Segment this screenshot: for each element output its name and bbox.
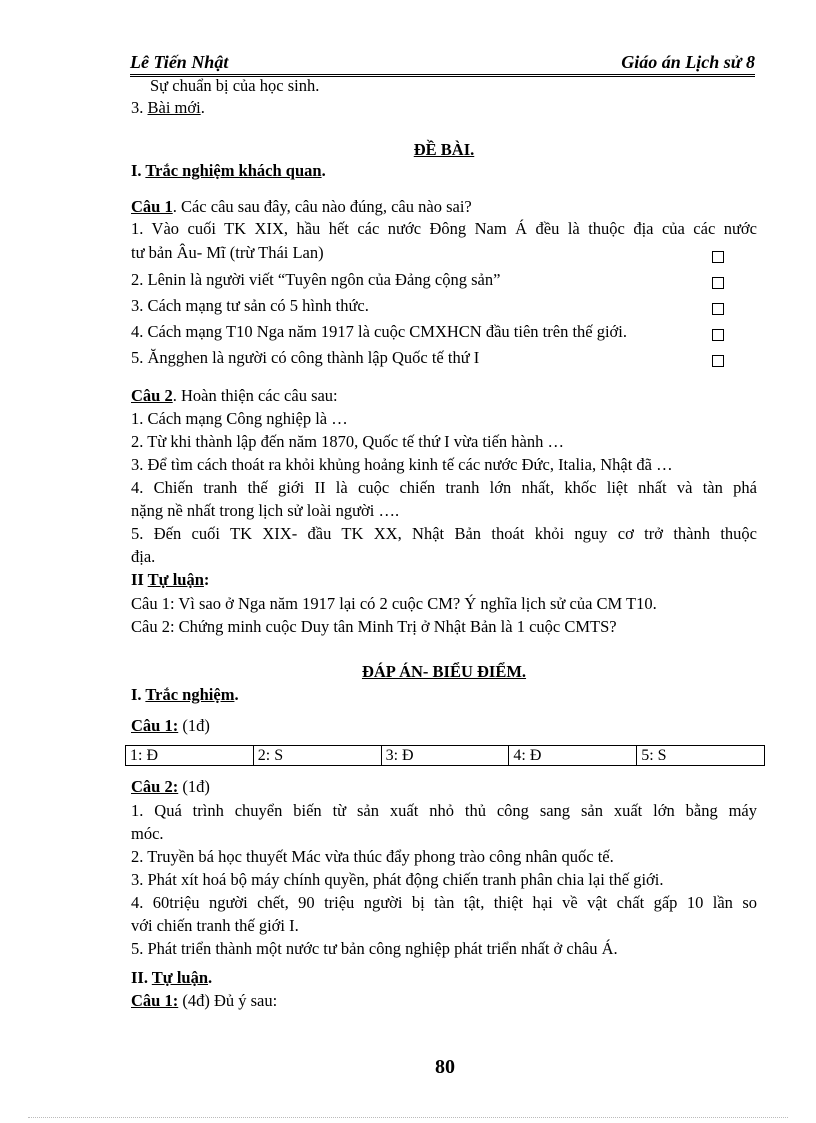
question-2-item: nặng nề nhất trong lịch sử loài người …. xyxy=(131,501,400,520)
header-author: Lê Tiến Nhật xyxy=(130,52,229,72)
table-row xyxy=(126,746,765,766)
question-2-heading xyxy=(131,386,757,406)
question-2-text: . Hoàn thiện các câu sau: xyxy=(172,386,338,405)
answer-section-1-heading xyxy=(131,685,757,705)
answer-question-1-points: (1đ) xyxy=(178,716,210,735)
prep-line: Sự chuẩn bị của học sinh. xyxy=(150,76,320,95)
answer-question-1-heading xyxy=(131,716,757,736)
answer-section-1-roman: I. xyxy=(131,685,146,704)
section-1-heading xyxy=(131,161,757,181)
answer-2-item: móc. xyxy=(131,824,164,843)
answer-section-2-title: Tự luận xyxy=(151,968,209,987)
answer-section-2-heading xyxy=(131,968,757,988)
answer-cell: 2: S xyxy=(253,746,381,766)
question-2-item: 3. Để tìm cách thoát ra khỏi khủng hoảng kinh tế các nước Đức, Italia, Nhật đã … xyxy=(131,455,673,474)
exam-title: ĐỀ BÀI. xyxy=(413,140,475,159)
lesson-title: Bài mới xyxy=(147,98,201,117)
section-1-dot: . xyxy=(321,161,326,180)
section-2-roman: II xyxy=(131,570,148,589)
page-number: 80 xyxy=(435,1056,455,1078)
page-edge-divider xyxy=(28,1117,788,1118)
answer-essay-1-text: (4đ) Đủ ý sau: xyxy=(178,991,278,1010)
question-1-text: . Các câu sau đây, câu nào đúng, câu nào sai? xyxy=(172,197,472,216)
lesson-dot: . xyxy=(200,98,205,117)
answer-cell: 4: Đ xyxy=(509,746,637,766)
section-2-colon: : xyxy=(203,570,210,589)
answer-cell: 3: Đ xyxy=(381,746,509,766)
question-2-label: Câu 2 xyxy=(131,386,173,405)
answer-essay-1-heading xyxy=(131,991,757,1011)
answer-checkbox[interactable] xyxy=(712,303,724,315)
question-1-item: tư bản Âu- Mĩ (trừ Thái Lan) xyxy=(131,243,324,262)
answer-table xyxy=(125,745,765,766)
question-2-item: 4. Chiến tranh thế giới II là cuộc chiến tranh lớn nhất, khốc liệt nhất và tàn phá xyxy=(131,478,757,497)
answer-question-1-label: Câu 1: xyxy=(131,716,179,735)
answer-title: ĐÁP ÁN- BIỂU ĐIỂM. xyxy=(361,662,527,681)
lesson-number: 3. xyxy=(131,98,148,117)
answer-question-2-heading xyxy=(131,777,757,797)
answer-checkbox[interactable] xyxy=(712,355,724,367)
page-header xyxy=(130,52,755,77)
section-2-heading xyxy=(131,570,757,590)
answer-section-1-dot: . xyxy=(234,685,239,704)
answer-checkbox[interactable] xyxy=(712,329,724,341)
answer-essay-1-label: Câu 1: xyxy=(131,991,179,1010)
question-2-item: 1. Cách mạng Công nghiệp là … xyxy=(131,409,348,428)
section-2-title: Tự luận xyxy=(147,570,204,589)
answer-2-item: 5. Phát triển thành một nước tư bản công nghiệp phát triển nhất ở châu Á. xyxy=(131,939,618,958)
answer-question-2-points: (1đ) xyxy=(178,777,210,796)
answer-2-item: 2. Truyền bá học thuyết Mác vừa thúc đẩy phong trào công nhân quốc tế. xyxy=(131,847,614,866)
lesson-heading xyxy=(131,98,757,118)
answer-section-2-roman: II. xyxy=(131,968,152,987)
answer-checkbox[interactable] xyxy=(712,277,724,289)
answer-2-item: 1. Quá trình chuyển biến từ sản xuất nhỏ thủ công sang sản xuất lớn bằng máy xyxy=(131,801,757,820)
essay-question: Câu 1: Vì sao ở Nga năm 1917 lại có 2 cuộc CM? Ý nghĩa lịch sử của CM T10. xyxy=(131,594,657,613)
header-subject: Giáo án Lịch sử 8 xyxy=(621,52,755,72)
question-1-item: 3. Cách mạng tư sản có 5 hình thức. xyxy=(131,296,369,315)
answer-section-1-title: Trắc nghiệm xyxy=(145,685,235,704)
question-2-item: địa. xyxy=(131,547,156,566)
question-1-item: 4. Cách mạng T10 Nga năm 1917 là cuộc CMXHCN đầu tiên trên thế giới. xyxy=(131,322,627,341)
question-1-heading xyxy=(131,197,757,217)
section-1-roman: I. xyxy=(131,161,146,180)
question-1-item: 1. Vào cuối TK XIX, hầu hết các nước Đông Nam Á đều là thuộc địa của các nước xyxy=(131,219,757,238)
answer-2-item: 4. 60triệu người chết, 90 triệu người bị tàn tật, thiệt hại về vật chất gấp 10 lần so xyxy=(131,893,757,912)
answer-2-item: với chiến tranh thế giới I. xyxy=(131,916,299,935)
section-1-title: Trắc nghiệm khách quan xyxy=(145,161,322,180)
answer-cell: 1: Đ xyxy=(126,746,254,766)
answer-section-2-dot: . xyxy=(208,968,213,987)
question-1-label: Câu 1 xyxy=(131,197,173,216)
question-1-item: 2. Lênin là người viết “Tuyên ngôn của Đảng cộng sản” xyxy=(131,270,501,289)
answer-cell: 5: S xyxy=(637,746,765,766)
question-1-item: 5. Ăngghen là người có công thành lập Quốc tế thứ I xyxy=(131,348,480,367)
answer-checkbox[interactable] xyxy=(712,251,724,263)
question-2-item: 5. Đến cuối TK XIX- đầu TK XX, Nhật Bản thoát khỏi nguy cơ trở thành thuộc xyxy=(131,524,757,543)
question-2-item: 2. Từ khi thành lập đến năm 1870, Quốc tế thứ I vừa tiến hành … xyxy=(131,432,564,451)
essay-question: Câu 2: Chứng minh cuộc Duy tân Minh Trị ở Nhật Bản là 1 cuộc CMTS? xyxy=(131,617,617,636)
answer-question-2-label: Câu 2: xyxy=(131,777,179,796)
answer-2-item: 3. Phát xít hoá bộ máy chính quyền, phát động chiến tranh phân chia lại thế giới. xyxy=(131,870,664,889)
